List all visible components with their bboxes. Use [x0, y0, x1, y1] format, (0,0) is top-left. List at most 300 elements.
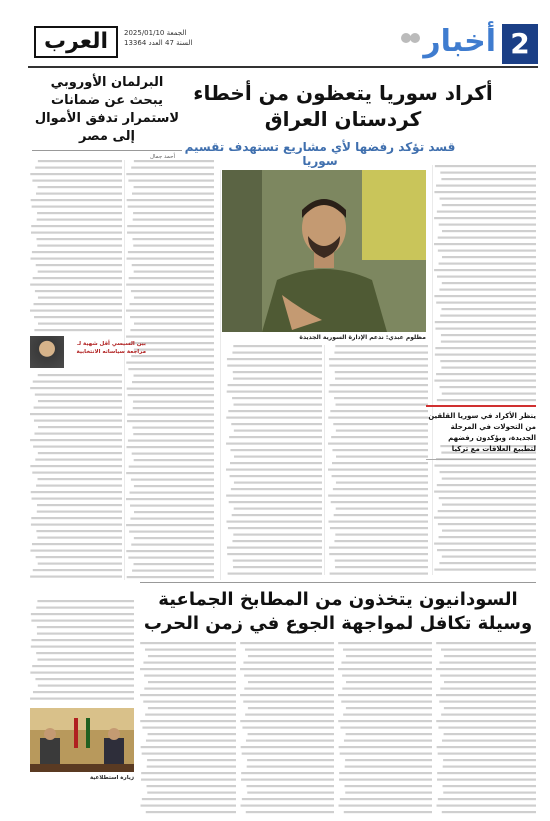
text-line	[134, 375, 214, 377]
text-line	[331, 436, 428, 438]
text-line	[435, 347, 536, 349]
text-line	[31, 620, 134, 622]
text-line	[229, 501, 322, 503]
text-line	[228, 527, 322, 529]
bottom-headline-line2: وسيلة تكافل لمواجهة الجوع في زمن الحرب	[143, 613, 533, 634]
text-line	[226, 521, 322, 523]
text-line	[441, 367, 536, 369]
text-line	[437, 772, 536, 774]
text-line	[242, 798, 334, 800]
text-line	[437, 484, 536, 486]
text-line	[31, 639, 134, 641]
text-line	[338, 642, 432, 644]
text-line	[437, 211, 536, 213]
text-line	[34, 407, 122, 409]
text-line	[328, 521, 428, 523]
text-line	[37, 212, 122, 214]
text-line	[441, 341, 536, 343]
text-line	[437, 276, 536, 278]
text-line	[434, 217, 536, 219]
text-line	[434, 491, 536, 493]
text-line	[129, 277, 214, 279]
text-line	[226, 417, 322, 419]
text-line	[38, 563, 122, 565]
text-line	[38, 400, 122, 402]
text-line	[134, 297, 214, 299]
text-line	[232, 397, 322, 399]
text-line	[130, 329, 214, 331]
text-line	[329, 553, 428, 555]
text-line	[32, 498, 122, 500]
text-line	[434, 543, 536, 545]
text-line	[438, 510, 536, 512]
text-line	[133, 407, 214, 409]
text-line	[227, 547, 322, 549]
text-line	[334, 397, 428, 399]
text-line	[328, 417, 428, 419]
text-line	[31, 199, 122, 201]
text-line	[37, 600, 134, 602]
text-line	[435, 165, 536, 167]
text-line	[335, 371, 428, 373]
text-line	[127, 199, 214, 201]
text-line	[441, 308, 536, 310]
text-line	[141, 779, 236, 781]
text-line	[126, 498, 214, 500]
text-line	[30, 439, 122, 441]
text-line	[232, 352, 322, 354]
text-line	[438, 523, 536, 525]
portrait-illustration	[222, 170, 426, 332]
text-line	[442, 811, 536, 813]
text-line	[134, 323, 214, 325]
bottom-photo	[30, 708, 134, 772]
text-line	[34, 420, 122, 422]
text-line	[34, 316, 122, 318]
column-separator	[124, 160, 125, 580]
text-line	[440, 360, 536, 362]
text-line	[229, 436, 322, 438]
text-line	[343, 714, 432, 716]
text-line	[128, 251, 214, 253]
photo-caption: مظلوم عبدي: ندعم الإدارة السورية الجديدة	[299, 334, 426, 341]
text-line	[328, 469, 428, 471]
text-line	[30, 413, 122, 415]
text-line	[336, 482, 428, 484]
text-line	[141, 805, 236, 807]
text-line	[436, 642, 536, 644]
text-line	[440, 471, 536, 473]
text-line	[145, 649, 236, 651]
text-line	[346, 733, 432, 735]
text-line	[133, 219, 214, 221]
text-line	[329, 547, 428, 549]
text-line	[335, 534, 428, 536]
text-line	[330, 527, 428, 529]
text-line	[126, 258, 214, 260]
text-line	[233, 378, 322, 380]
main-headline-line1: أكراد سوريا يتعظون من أخطاء	[193, 81, 493, 105]
text-line	[130, 316, 214, 318]
text-line	[228, 573, 322, 575]
text-line	[231, 488, 322, 490]
text-line	[147, 785, 236, 787]
text-line	[134, 511, 214, 513]
text-line	[228, 410, 322, 412]
text-line	[329, 391, 428, 393]
text-line	[126, 362, 214, 364]
text-line	[232, 514, 322, 516]
text-line	[141, 746, 236, 748]
text-line	[345, 759, 432, 761]
text-line	[38, 271, 122, 273]
text-line	[245, 649, 334, 651]
text-line	[330, 573, 428, 575]
text-line	[143, 701, 236, 703]
text-line	[233, 534, 322, 536]
text-line	[248, 733, 334, 735]
text-line	[346, 681, 432, 683]
text-line	[35, 678, 134, 680]
text-line	[335, 378, 428, 380]
text-line	[130, 303, 214, 305]
text-line	[242, 727, 334, 729]
text-line	[35, 290, 122, 292]
text-line	[132, 453, 214, 455]
text-line	[38, 426, 122, 428]
text-line	[440, 198, 536, 200]
text-line	[329, 365, 428, 367]
text-line	[131, 479, 214, 481]
text-line	[33, 446, 122, 448]
mini-photo-caption: بين السيسي أقل شهية لـ مراجعة سياساته الانتخابية	[76, 341, 146, 355]
text-line	[230, 475, 322, 477]
text-line	[437, 746, 536, 748]
text-line	[333, 488, 428, 490]
text-line	[126, 173, 214, 175]
text-line	[31, 646, 134, 648]
text-line	[134, 485, 214, 487]
text-line	[434, 295, 536, 297]
text-line	[227, 358, 322, 360]
text-line	[35, 394, 122, 396]
text-line	[134, 459, 214, 461]
text-line	[36, 530, 122, 532]
text-line	[30, 284, 122, 286]
text-line	[226, 495, 322, 497]
text-line	[38, 186, 122, 188]
text-line	[30, 258, 122, 260]
text-line	[345, 792, 432, 794]
text-line	[134, 537, 214, 539]
text-line	[439, 662, 536, 664]
text-line	[234, 404, 322, 406]
text-line	[444, 655, 536, 657]
text-line	[37, 219, 122, 221]
issue-number: السنة 47 العدد 13364	[124, 39, 193, 47]
text-line	[127, 576, 214, 578]
text-line	[38, 323, 122, 325]
text-line	[442, 256, 536, 258]
text-line	[442, 530, 536, 532]
text-line	[145, 714, 236, 716]
text-line	[226, 469, 322, 471]
text-line	[30, 387, 122, 389]
section-title: أخبار	[423, 24, 496, 59]
text-line	[142, 798, 236, 800]
text-line	[148, 733, 236, 735]
text-line	[435, 328, 536, 330]
text-line	[440, 315, 536, 317]
text-line	[142, 727, 236, 729]
text-line	[442, 478, 536, 480]
text-line	[442, 393, 536, 395]
text-line	[436, 720, 536, 722]
text-line	[345, 766, 432, 768]
text-line	[128, 440, 214, 442]
text-line	[148, 655, 236, 657]
text-line	[439, 224, 536, 226]
text-line	[31, 225, 122, 227]
text-line	[339, 746, 432, 748]
text-line	[36, 485, 122, 487]
text-line	[143, 662, 236, 664]
text-line	[227, 553, 322, 555]
text-line	[126, 524, 214, 526]
text-line	[36, 607, 134, 609]
text-line	[346, 707, 432, 709]
text-line	[38, 478, 122, 480]
text-line	[437, 805, 536, 807]
text-line	[37, 626, 134, 628]
text-line	[440, 172, 536, 174]
text-line	[334, 540, 428, 542]
text-line	[34, 303, 122, 305]
text-line	[441, 178, 536, 180]
text-line	[38, 685, 134, 687]
text-line	[241, 805, 334, 807]
text-line	[339, 779, 432, 781]
main-subhead: قسد تؤكد رفضها لأي مشاريع تستهدف تقسيم سوريا	[184, 140, 456, 168]
text-line	[329, 358, 428, 360]
text-line	[435, 354, 536, 356]
text-line	[31, 613, 134, 615]
text-line	[440, 386, 536, 388]
text-line	[333, 423, 428, 425]
text-line	[140, 720, 236, 722]
text-line	[438, 753, 536, 755]
text-line	[38, 374, 122, 376]
page-number: 2	[502, 24, 538, 64]
text-line	[439, 562, 536, 564]
text-line	[31, 491, 122, 493]
text-line	[126, 550, 214, 552]
text-line	[147, 759, 236, 761]
text-line	[36, 238, 122, 240]
text-line	[339, 772, 432, 774]
text-line	[36, 556, 122, 558]
text-line	[38, 297, 122, 299]
text-line	[336, 404, 428, 406]
text-line	[444, 733, 536, 735]
text-line	[148, 707, 236, 709]
text-line	[35, 167, 122, 169]
text-line	[140, 668, 236, 670]
text-line	[133, 401, 214, 403]
text-line	[140, 642, 236, 644]
text-line	[142, 753, 236, 755]
text-line	[132, 427, 214, 429]
text-line	[129, 531, 214, 533]
text-line	[230, 462, 322, 464]
text-line	[127, 225, 214, 227]
text-line	[36, 193, 122, 195]
text-line	[330, 384, 428, 386]
text-line	[131, 167, 214, 169]
text-line	[228, 384, 322, 386]
text-line	[37, 511, 122, 513]
text-line	[132, 264, 214, 266]
text-line	[342, 675, 432, 677]
text-line	[35, 459, 122, 461]
text-line	[31, 524, 122, 526]
text-line	[434, 380, 536, 382]
text-line	[37, 659, 134, 661]
text-line	[437, 779, 536, 781]
text-line	[338, 694, 432, 696]
text-line	[141, 772, 236, 774]
text-line	[227, 365, 322, 367]
issue-date: الجمعة 2025/01/10	[124, 29, 187, 37]
text-line	[341, 701, 432, 703]
text-line	[344, 740, 432, 742]
text-line	[440, 675, 536, 677]
text-line	[338, 720, 432, 722]
text-line	[233, 566, 322, 568]
text-line	[128, 368, 214, 370]
text-line	[330, 410, 428, 412]
text-line	[246, 740, 334, 742]
text-line	[339, 805, 432, 807]
text-line	[245, 714, 334, 716]
text-line	[32, 665, 134, 667]
text-line	[30, 173, 122, 175]
text-line	[335, 566, 428, 568]
text-line	[134, 186, 214, 188]
column-separator	[324, 345, 325, 575]
text-line	[437, 399, 536, 401]
text-line	[132, 570, 214, 572]
text-line	[247, 792, 334, 794]
text-line	[231, 423, 322, 425]
text-line	[126, 336, 214, 338]
text-line	[436, 302, 536, 304]
text-line	[240, 720, 334, 722]
text-line	[147, 766, 236, 768]
text-line	[134, 563, 214, 565]
text-line	[442, 204, 536, 206]
text-line	[246, 811, 334, 813]
bottom-headline-line1: السودانيون يتخذون من المطابخ الجماعية	[158, 589, 518, 610]
text-line	[439, 536, 536, 538]
text-line	[30, 672, 134, 674]
text-line	[248, 707, 334, 709]
text-line	[128, 557, 214, 559]
text-line	[234, 430, 322, 432]
text-line	[133, 433, 214, 435]
text-line	[128, 206, 214, 208]
text-line	[240, 642, 334, 644]
text-line	[37, 504, 122, 506]
text-line	[341, 662, 432, 664]
text-line	[131, 544, 214, 546]
text-line	[126, 472, 214, 474]
text-line	[436, 694, 536, 696]
text-line	[340, 727, 432, 729]
text-line	[130, 518, 214, 520]
text-line	[33, 691, 134, 693]
text-line	[32, 180, 122, 182]
text-line	[443, 759, 536, 761]
text-line	[436, 373, 536, 375]
text-line	[443, 792, 536, 794]
side-headline: البرلمان الأوروبي يبحث عن ضمانات لاستمرار تدفق الأموال إلى مصر	[34, 75, 180, 144]
text-line	[336, 508, 428, 510]
text-line	[243, 662, 334, 664]
bottom-headline	[140, 588, 536, 636]
text-line	[130, 505, 214, 507]
text-line	[134, 160, 214, 162]
text-line	[240, 694, 334, 696]
text-line	[144, 688, 236, 690]
text-line	[32, 251, 122, 253]
text-line	[127, 388, 214, 390]
text-line	[441, 714, 536, 716]
text-line	[441, 649, 536, 651]
text-line	[130, 492, 214, 494]
text-line	[32, 543, 122, 545]
text-line	[442, 556, 536, 558]
text-line	[36, 652, 134, 654]
text-line	[438, 237, 536, 239]
text-line	[334, 514, 428, 516]
text-line	[234, 456, 322, 458]
text-line	[332, 462, 428, 464]
text-line	[34, 433, 122, 435]
text-line	[444, 681, 536, 683]
text-line	[126, 446, 214, 448]
text-line	[226, 443, 322, 445]
text-line	[340, 798, 432, 800]
text-line	[247, 766, 334, 768]
text-line	[443, 766, 536, 768]
text-line	[328, 495, 428, 497]
text-line	[439, 497, 536, 499]
text-line	[127, 414, 214, 416]
text-line	[444, 707, 536, 709]
text-line	[241, 779, 334, 781]
text-line	[332, 449, 428, 451]
text-line	[128, 180, 214, 182]
main-headline-line2: كردستان العراق	[264, 107, 422, 131]
text-line	[244, 675, 334, 677]
text-line	[36, 264, 122, 266]
text-line	[133, 212, 214, 214]
pull-quote: ينظر الأكراد في سوريا القلقين من التحولات في المرحلة الجديدة، ويؤكدون رفضهم لتطبيع العلاقات مع تركيا	[426, 405, 536, 460]
text-line	[37, 633, 134, 635]
text-line	[334, 352, 428, 354]
text-line	[338, 668, 432, 670]
